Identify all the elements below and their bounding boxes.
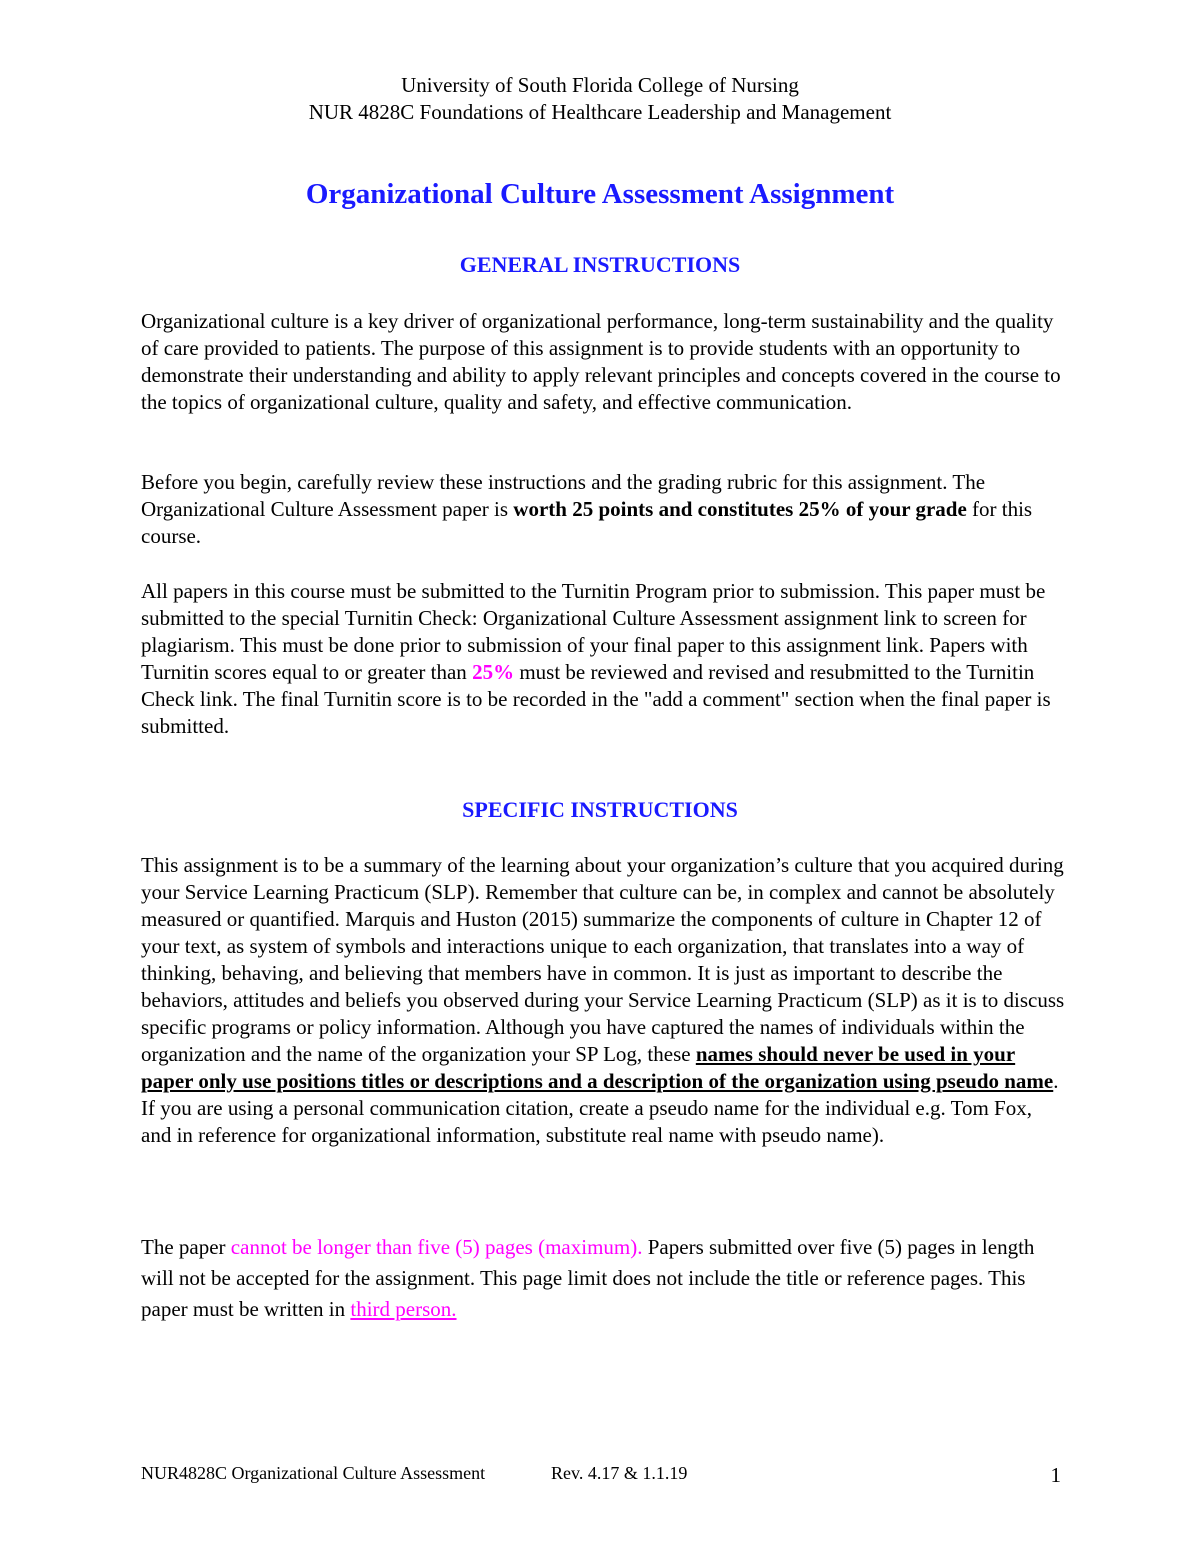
specific-p1-text-a: This assignment is to be a summary of the learning about your organization’s culture that you acquired during your Service Learning Practicum (SLP). Remember that culture can be, in complex and cannot be absolutely measured or quantified. Marquis and Huston (2015) summarize the components of culture in Chapter 12 of your text, as system of symbols and interactions unique to each organization, that translates into a way of thinking, behaving, and believing that members have in common. It is just as important to describe the behaviors, attitudes and beliefs you observed during your Service Learning Practicum (SLP) as it is to discuss specific programs or policy information. Although you have captured the names of individuals within the organization and the name of the organization your SP Log, these <box>141 853 1065 1066</box>
general-p3-text-a: All papers in this course must be submitted to the Turnitin Program prior to submission. This paper must be submitted to the special Turnitin Check: Organizational Culture Assessment assignment link to screen for plagiarism. This must be done prior to submission of your final paper to this assignment link. Papers with Turnitin scores equal to or greater than <box>141 579 1046 684</box>
general-paragraph-3 <box>141 578 1066 740</box>
general-p2-text-a: Before you begin, carefully review these instructions and the grading rubric for this assignment. The Organizational Culture Assessment paper is <box>141 470 986 521</box>
footer-doc-name: NUR4828C Organizational Culture Assessment <box>141 1463 486 1483</box>
general-p2-bold: worth 25 points and constitutes 25% of your grade <box>513 497 967 521</box>
general-instructions-heading: GENERAL INSTRUCTIONS <box>459 252 741 277</box>
general-paragraph-2 <box>141 469 1066 550</box>
specific-p2-text-b: Papers submitted over five (5) pages in length will not be accepted for the assignment. This page limit does not include the title or reference pages. This paper must be written in <box>141 1235 1035 1321</box>
specific-p1-emphasis: names should never be used in your paper only use positions titles or descriptions and a description of the organization using pseudo name <box>141 1042 1054 1093</box>
specific-paragraph-2 <box>141 1232 1066 1325</box>
document-title: Organizational Culture Assessment Assignment <box>305 178 895 210</box>
header-course: NUR 4828C Foundations of Healthcare Leadership and Management <box>308 100 892 124</box>
turnitin-threshold: 25% <box>472 660 515 684</box>
page-limit-note: cannot be longer than five (5) pages (maximum). <box>230 1235 643 1259</box>
footer-revision: Rev. 4.17 & 1.1.19 <box>551 1463 688 1483</box>
general-paragraph-1: Organizational culture is a key driver of organizational performance, long-term sustainability and the quality of care provided to patients. The purpose of this assignment is to provide students with an opportunity to demonstrate their understanding and ability to apply relevant principles and concepts covered in the course to the topics of organizational culture, quality and safety, and effective communication. <box>141 309 1061 414</box>
third-person-link[interactable]: third person. <box>350 1297 457 1321</box>
specific-p1-text-b: . If you are using a personal communication citation, create a pseudo name for the individual e.g. Tom Fox, and in reference for organizational information, substitute real name with pseudo name). <box>141 1069 1059 1147</box>
document-header <box>0 72 1200 126</box>
page-number: 1 <box>1050 1463 1061 1487</box>
header-institution: University of South Florida College of Nursing <box>401 73 799 97</box>
specific-instructions-heading: SPECIFIC INSTRUCTIONS <box>462 797 738 822</box>
specific-paragraph-1 <box>141 852 1066 1149</box>
general-p2-text-b: for this course. <box>141 497 1033 548</box>
general-p3-text-b: must be reviewed and revised and resubmitted to the Turnitin Check link. The final Turnitin score is to be recorded in the "add a comment" section when the final paper is submitted. <box>141 660 1051 738</box>
specific-p2-text-a: The paper <box>141 1235 231 1259</box>
